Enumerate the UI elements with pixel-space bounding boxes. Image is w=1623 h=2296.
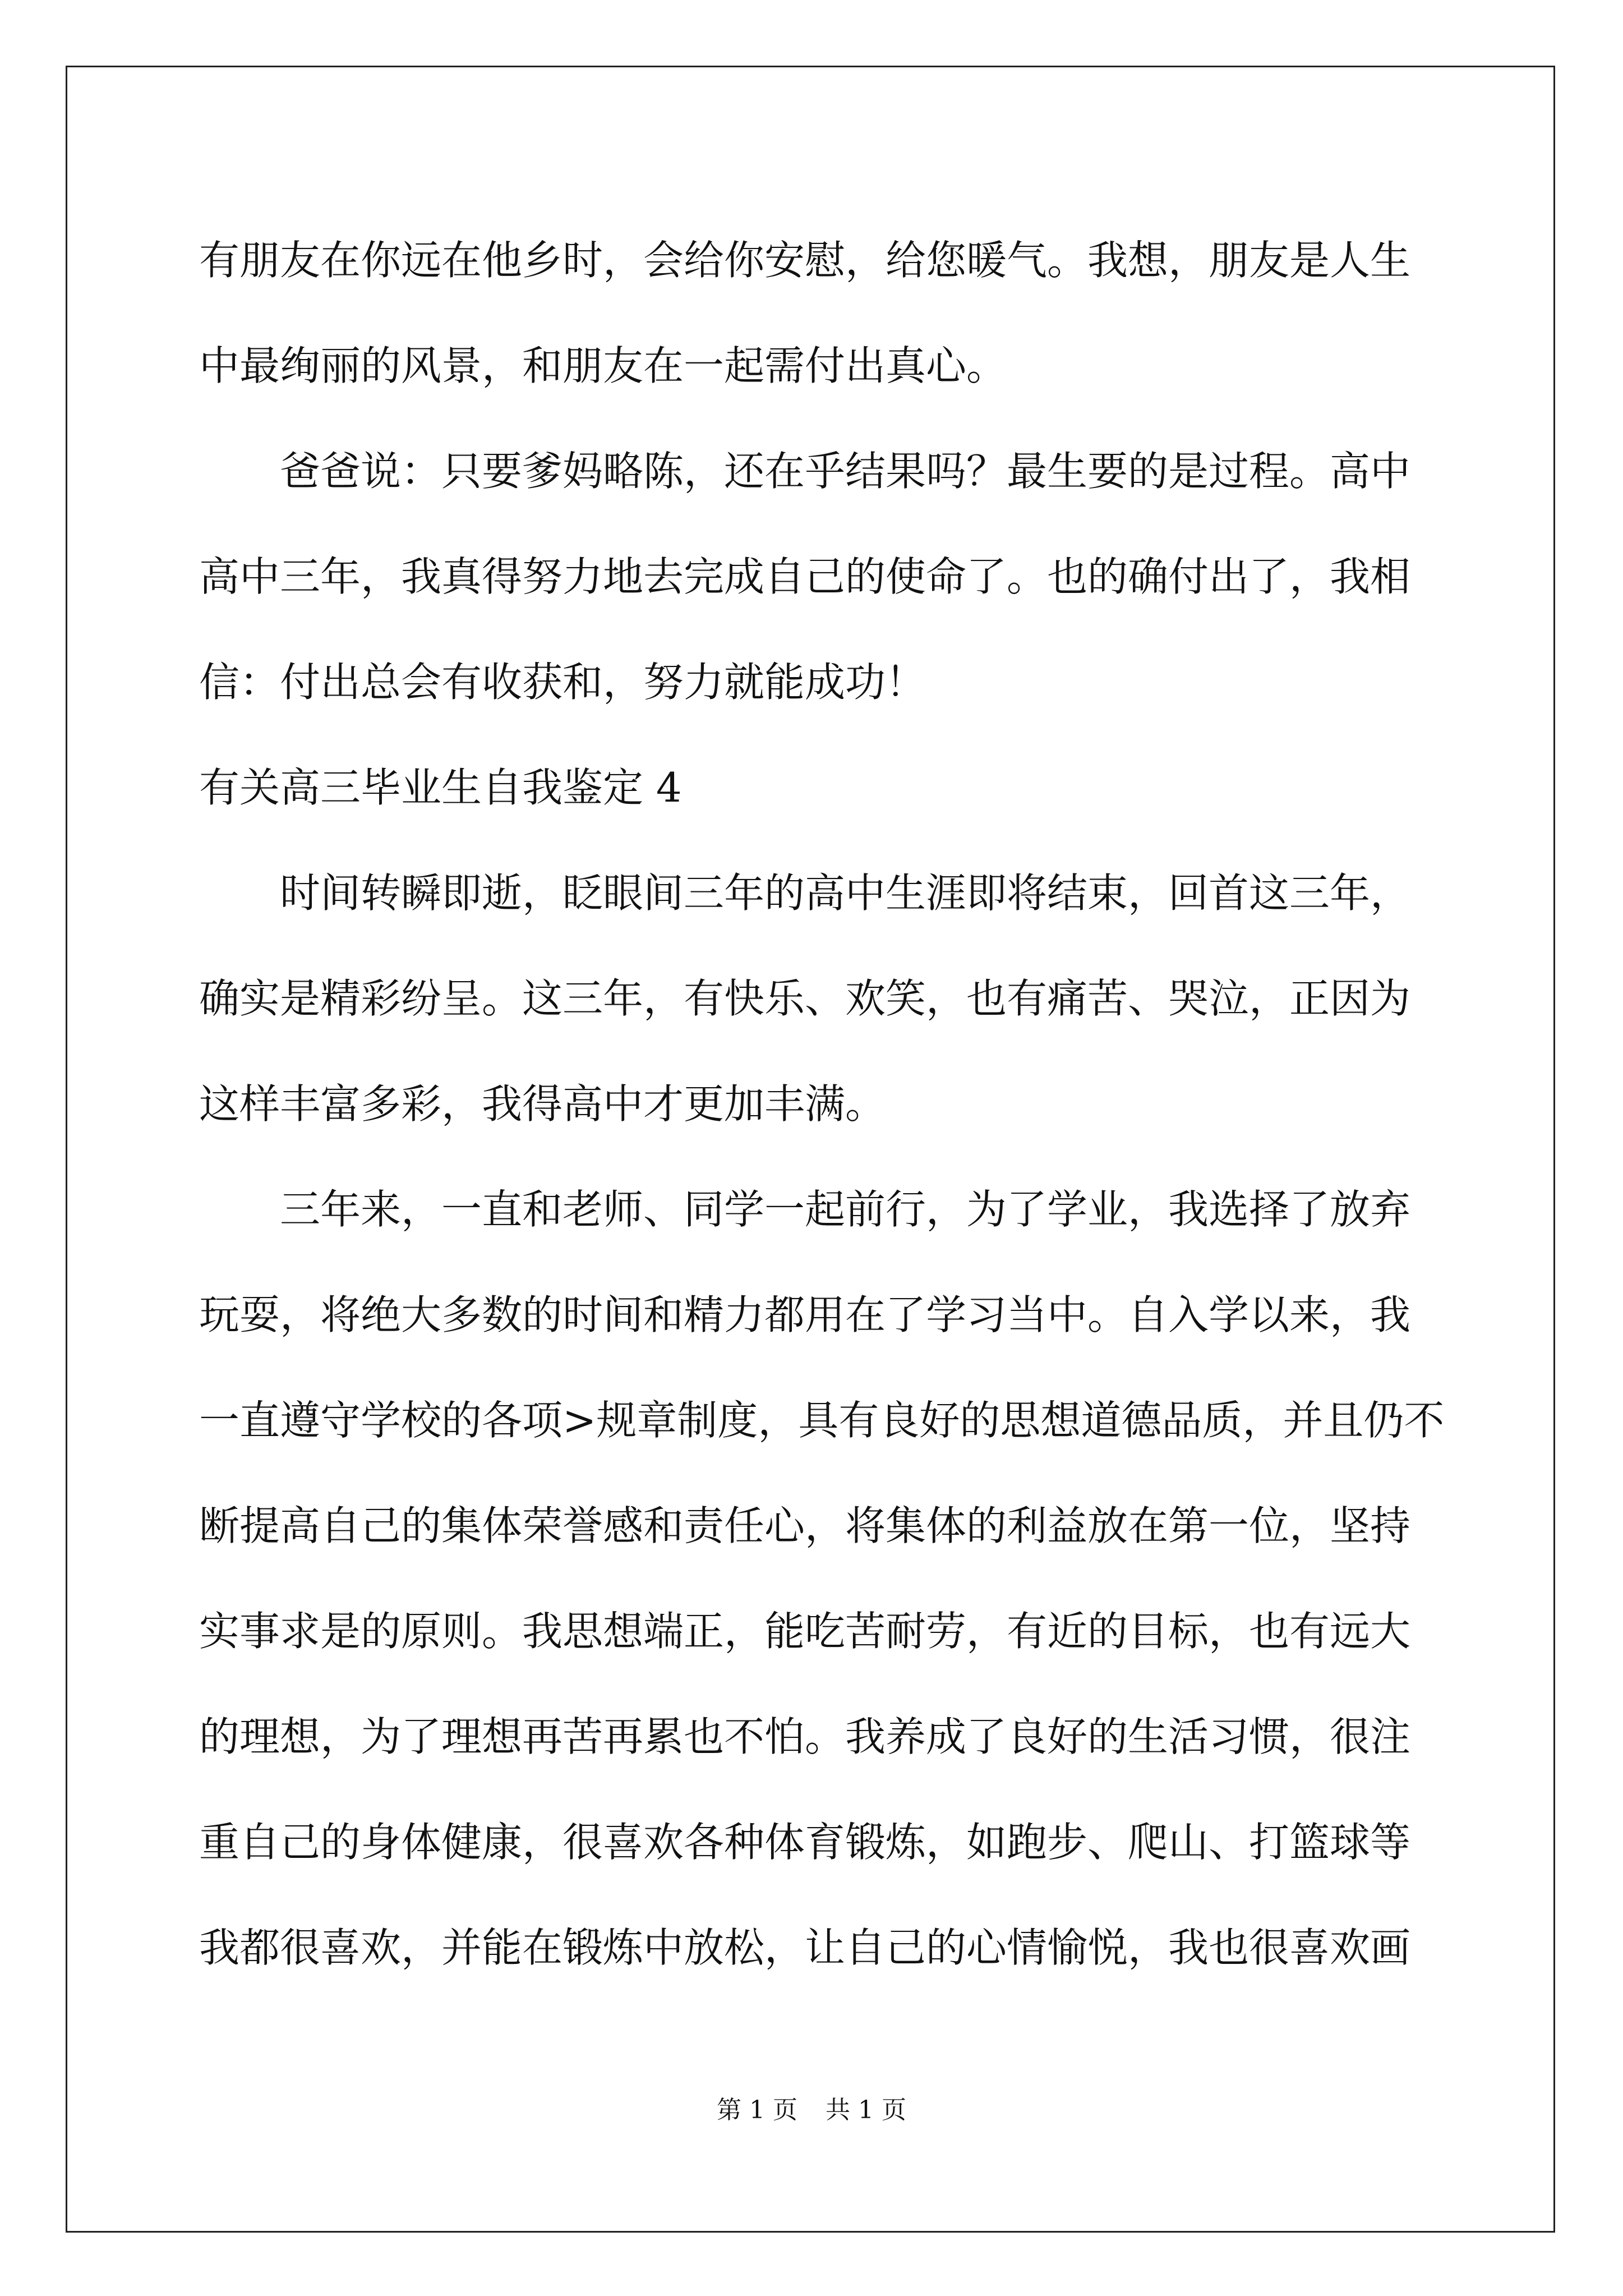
text-line: 的理想，为了理想再苦再累也不怕。我养成了良好的生活习惯，很注 (199, 1713, 1411, 1760)
section-heading: 有关高三毕业生自我鉴定 4 (199, 764, 682, 811)
text-line: 断提高自己的集体荣誉感和责任心，将集体的利益放在第一位，坚持 (199, 1502, 1411, 1549)
text-line: 爸爸说：只要爹妈略陈，还在乎结果吗？最生要的是过程。高中 (280, 448, 1411, 495)
text-line: 重自己的身体健康，很喜欢各种体育锻炼，如跑步、爬山、打篮球等 (199, 1819, 1411, 1866)
text-line: 信：付出总会有收获和，努力就能成功！ (199, 659, 926, 706)
text-line: 中最绚丽的风景，和朋友在一起需付出真心。 (199, 342, 1007, 389)
text-line: 确实是精彩纷呈。这三年，有快乐、欢笑，也有痛苦、哭泣，正因为 (199, 975, 1411, 1022)
page-number: 第 1 页 (717, 2096, 797, 2124)
text-line: 我都很喜欢，并能在锻炼中放松，让自己的心情愉悦，我也很喜欢画 (199, 1924, 1411, 1971)
document-body (199, 208, 1445, 2000)
page-total: 共 1 页 (826, 2096, 906, 2124)
text-line: 实事求是的原则。我思想端正，能吃苦耐劳，有近的目标，也有远大 (199, 1608, 1411, 1655)
text-line: 一直遵守学校的各项>规章制度，具有良好的思想道德品质，并且仍不 (199, 1397, 1445, 1444)
text-line: 有朋友在你远在他乡时，会给你安慰，给您暖气。我想，朋友是人生 (199, 237, 1411, 284)
page-footer (0, 2093, 1623, 2127)
text-line: 三年来，一直和老师、同学一起前行，为了学业，我选择了放弃 (280, 1186, 1411, 1233)
text-line: 玩耍，将绝大多数的时间和精力都用在了学习当中。自入学以来，我 (199, 1291, 1411, 1338)
text-line: 这样丰富多彩，我得高中才更加丰满。 (199, 1080, 886, 1128)
text-line: 高中三年，我真得努力地去完成自己的使命了。也的确付出了，我相 (199, 553, 1411, 600)
text-line: 时间转瞬即逝，眨眼间三年的高中生涯即将结束，回首这三年， (280, 869, 1411, 917)
